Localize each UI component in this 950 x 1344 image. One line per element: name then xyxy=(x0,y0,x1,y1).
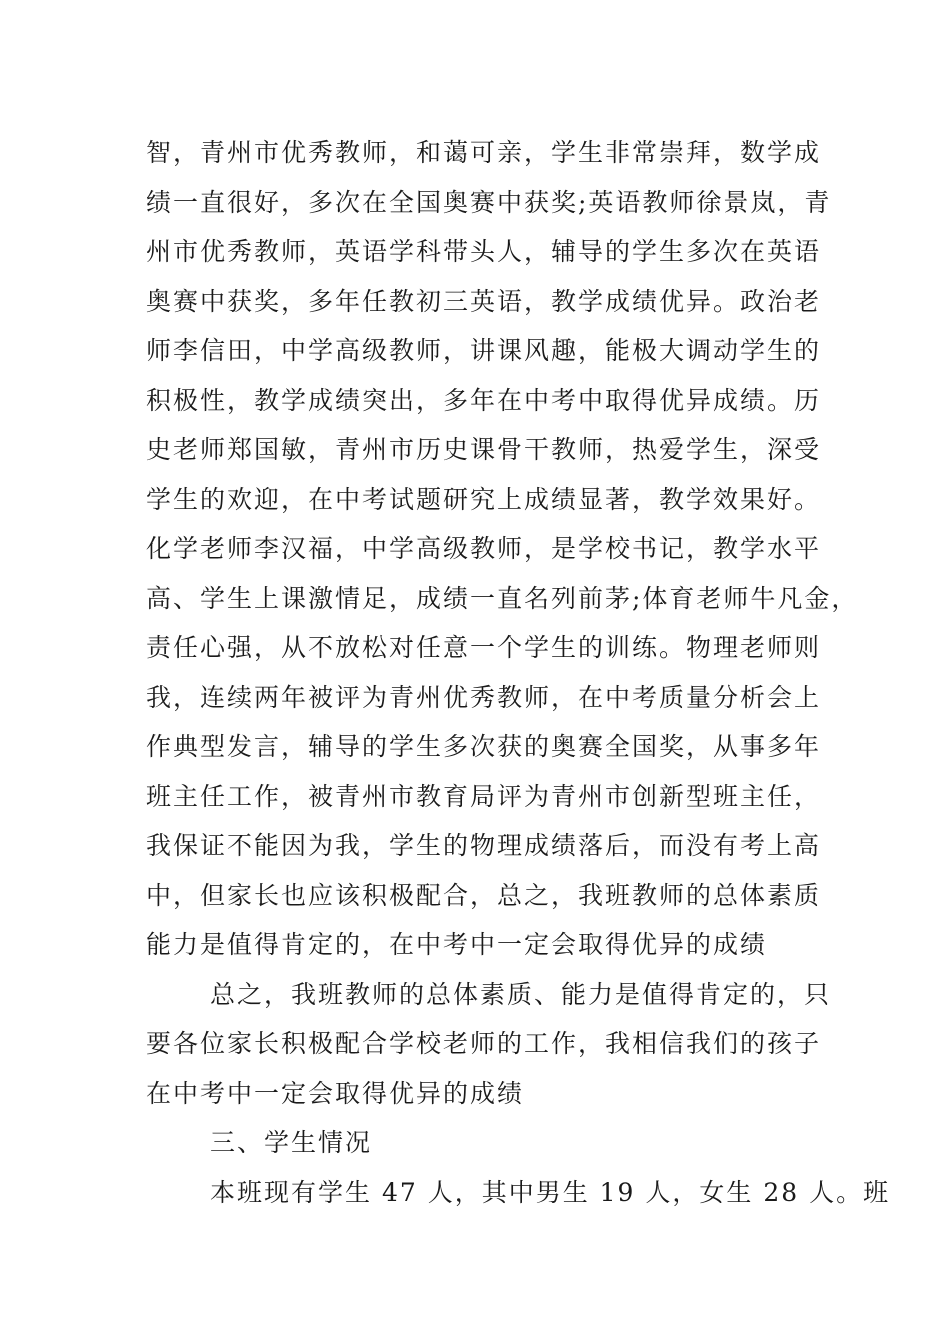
text-line: 作典型发言，辅导的学生多次获的奥赛全国奖，从事多年 xyxy=(146,732,822,761)
text-line: 总之，我班教师的总体素质、能力是值得肯定的，只 xyxy=(210,979,832,1009)
paragraph-teacher-intro xyxy=(146,128,859,970)
paragraph-student-info xyxy=(146,1168,891,1218)
text-line: 积极性，教学成绩突出，多年在中考中取得优异成绩。历 xyxy=(146,385,822,415)
text-line: 学生的欢迎，在中考试题研究上成绩显著，教学效果好。 xyxy=(146,484,822,514)
text-line: 我保证不能因为我，学生的物理成绩落后，而没有考上高 xyxy=(146,831,822,860)
text-line: 班主任工作，被青州市教育局评为青州市创新型班主任， xyxy=(146,781,822,811)
text-line: 智，青州市优秀教师，和蔼可亲，学生非常崇拜，数学成 xyxy=(146,138,822,167)
document-body xyxy=(146,128,891,1217)
text-line: 奥赛中获奖，多年任教初三英语，教学成绩优异。政治老 xyxy=(146,286,822,316)
text-line: 能力是值得肯定的，在中考中一定会取得优异的成绩 xyxy=(146,930,768,959)
text-line: 本班现有学生 47 人，其中男生 19 人，女生 28 人。班 xyxy=(210,1177,891,1207)
text-line: 在中考中一定会取得优异的成绩 xyxy=(146,1078,525,1108)
text-line: 高、学生上课激情足，成绩一直名列前茅;体育老师牛凡金， xyxy=(146,583,859,613)
section-heading xyxy=(146,1118,816,1168)
text-line: 中，但家长也应该积极配合，总之，我班教师的总体素质 xyxy=(146,880,822,910)
text-line: 化学老师李汉福，中学高级教师，是学校书记，教学水平 xyxy=(146,534,822,563)
text-line: 责任心强，从不放松对任意一个学生的训练。物理老师则 xyxy=(146,633,822,662)
text-line: 绩一直很好，多次在全国奥赛中获奖;英语教师徐景岚，青 xyxy=(146,187,832,217)
text-line: 要各位家长积极配合学校老师的工作，我相信我们的孩子 xyxy=(146,1029,822,1058)
text-line: 州市优秀教师，英语学科带头人，辅导的学生多次在英语 xyxy=(146,237,822,266)
text-line: 史老师郑国敏，青州市历史课骨干教师，热爱学生，深受 xyxy=(146,435,822,464)
heading-text: 三、学生情况 xyxy=(210,1128,373,1157)
text-line: 师李信田，中学高级教师，讲课风趣，能极大调动学生的 xyxy=(146,336,822,365)
text-line: 我，连续两年被评为青州优秀教师，在中考质量分析会上 xyxy=(146,682,822,712)
paragraph-summary xyxy=(146,970,832,1119)
